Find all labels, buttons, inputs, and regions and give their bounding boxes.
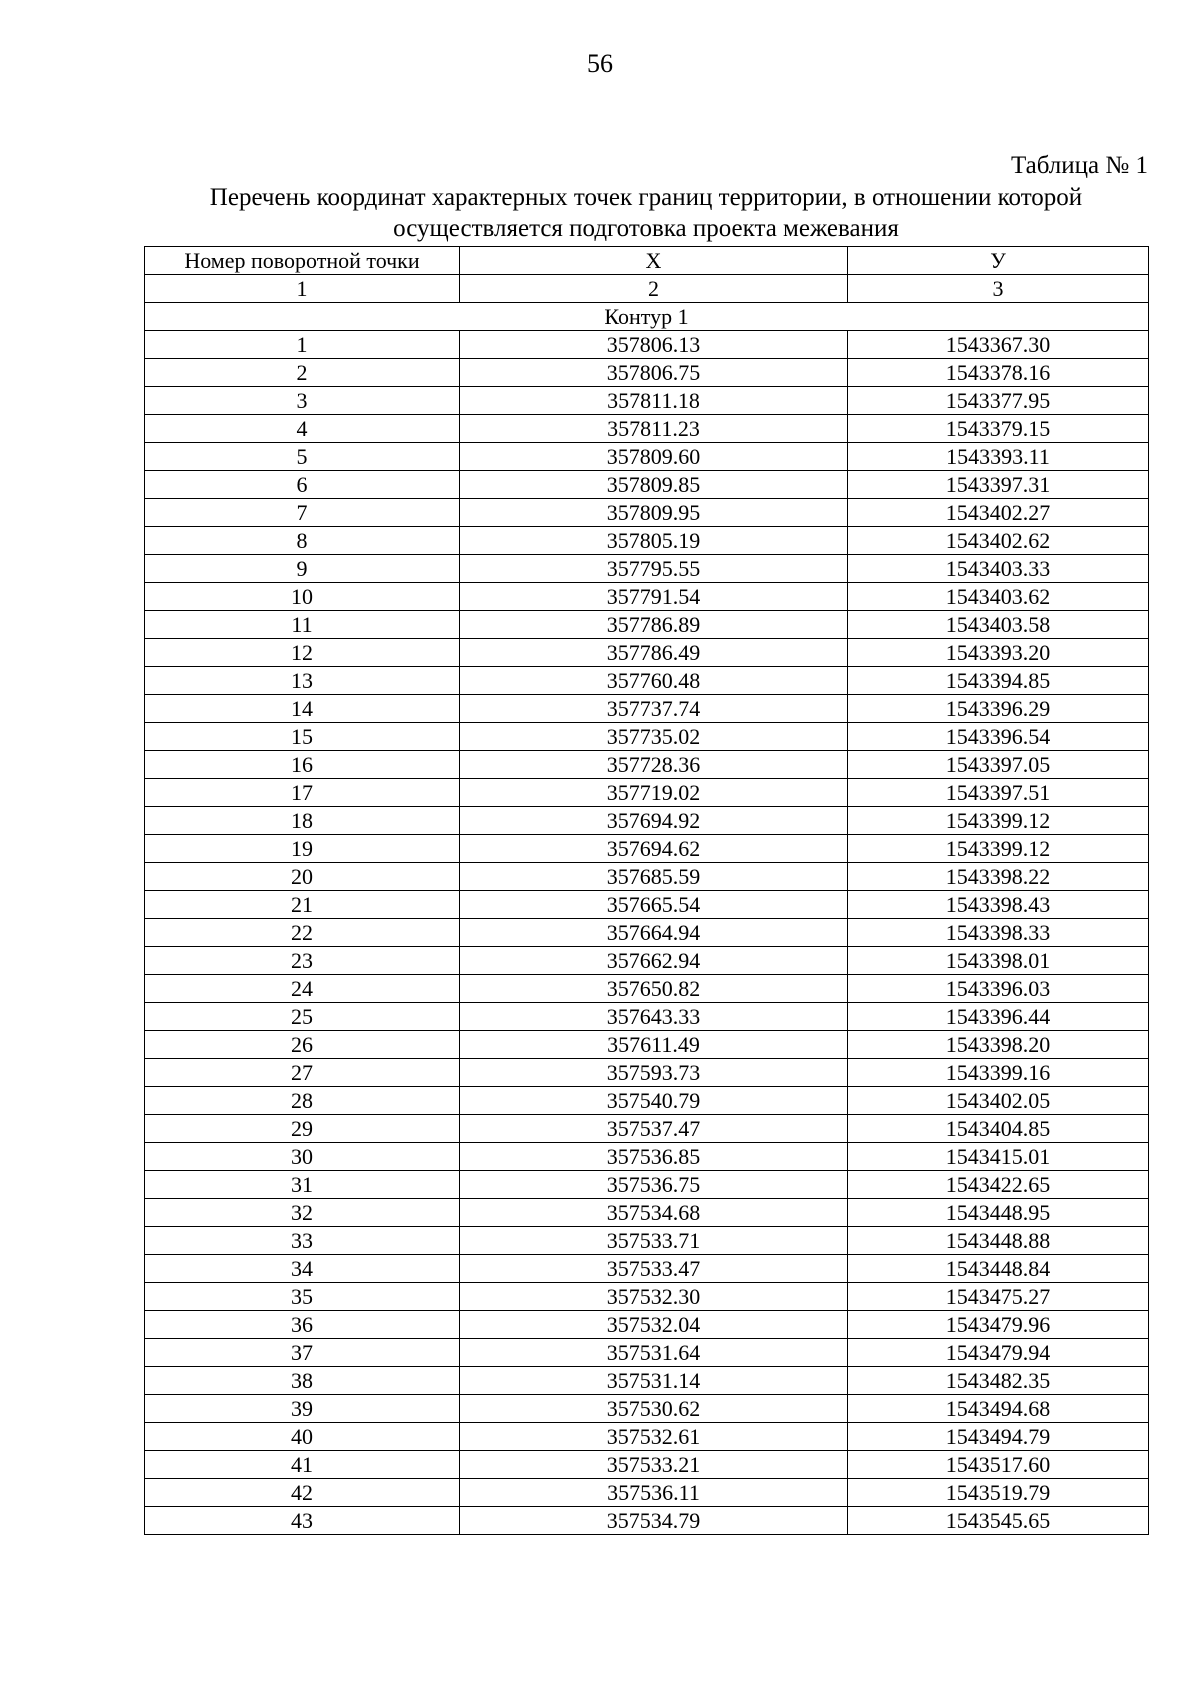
y-coordinate-cell: 1543398.43 — [848, 891, 1149, 919]
point-number-cell: 28 — [145, 1087, 460, 1115]
y-coordinate-cell: 1543479.96 — [848, 1311, 1149, 1339]
x-coordinate-cell: 357811.18 — [460, 387, 848, 415]
point-number-cell: 5 — [145, 443, 460, 471]
x-coordinate-cell: 357534.79 — [460, 1507, 848, 1535]
x-coordinate-cell: 357665.54 — [460, 891, 848, 919]
point-number-cell: 11 — [145, 611, 460, 639]
x-coordinate-cell: 357643.33 — [460, 1003, 848, 1031]
x-coordinate-cell: 357533.21 — [460, 1451, 848, 1479]
y-coordinate-cell: 1543403.62 — [848, 583, 1149, 611]
y-coordinate-cell: 1543398.33 — [848, 919, 1149, 947]
point-number-cell: 9 — [145, 555, 460, 583]
x-coordinate-cell: 357662.94 — [460, 947, 848, 975]
table-row — [145, 1451, 1149, 1479]
y-coordinate-cell: 1543394.85 — [848, 667, 1149, 695]
table-row — [145, 555, 1149, 583]
y-coordinate-cell: 1543402.05 — [848, 1087, 1149, 1115]
table-row — [145, 1059, 1149, 1087]
x-coordinate-cell: 357694.62 — [460, 835, 848, 863]
y-coordinate-cell: 1543415.01 — [848, 1143, 1149, 1171]
y-coordinate-cell: 1543494.79 — [848, 1423, 1149, 1451]
point-number-cell: 43 — [145, 1507, 460, 1535]
header-point-number: Номер поворотной точки — [145, 247, 460, 275]
table-row — [145, 331, 1149, 359]
table-row — [145, 751, 1149, 779]
y-coordinate-cell: 1543397.05 — [848, 751, 1149, 779]
point-number-cell: 1 — [145, 331, 460, 359]
table-row — [145, 359, 1149, 387]
point-number-cell: 36 — [145, 1311, 460, 1339]
table-row — [145, 1115, 1149, 1143]
point-number-cell: 18 — [145, 807, 460, 835]
table-row — [145, 1479, 1149, 1507]
point-number-cell: 17 — [145, 779, 460, 807]
table-row — [145, 1311, 1149, 1339]
x-coordinate-cell: 357719.02 — [460, 779, 848, 807]
point-number-cell: 37 — [145, 1339, 460, 1367]
x-coordinate-cell: 357611.49 — [460, 1031, 848, 1059]
point-number-cell: 26 — [145, 1031, 460, 1059]
y-coordinate-cell: 1543396.44 — [848, 1003, 1149, 1031]
y-coordinate-cell: 1543404.85 — [848, 1115, 1149, 1143]
table-row — [145, 1423, 1149, 1451]
y-coordinate-cell: 1543367.30 — [848, 331, 1149, 359]
x-coordinate-cell: 357650.82 — [460, 975, 848, 1003]
point-number-cell: 24 — [145, 975, 460, 1003]
point-number-cell: 2 — [145, 359, 460, 387]
y-coordinate-cell: 1543396.29 — [848, 695, 1149, 723]
table-row — [145, 527, 1149, 555]
point-number-cell: 42 — [145, 1479, 460, 1507]
x-coordinate-cell: 357791.54 — [460, 583, 848, 611]
point-number-cell: 16 — [145, 751, 460, 779]
x-coordinate-cell: 357531.64 — [460, 1339, 848, 1367]
y-coordinate-cell: 1543399.12 — [848, 807, 1149, 835]
y-coordinate-cell: 1543398.22 — [848, 863, 1149, 891]
x-coordinate-cell: 357534.68 — [460, 1199, 848, 1227]
y-coordinate-cell: 1543402.27 — [848, 499, 1149, 527]
y-coordinate-cell: 1543402.62 — [848, 527, 1149, 555]
point-number-cell: 4 — [145, 415, 460, 443]
point-number-cell: 33 — [145, 1227, 460, 1255]
table-row — [145, 443, 1149, 471]
page-number: 56 — [587, 49, 613, 78]
y-coordinate-cell: 1543397.31 — [848, 471, 1149, 499]
table-row — [145, 667, 1149, 695]
point-number-cell: 25 — [145, 1003, 460, 1031]
point-number-cell: 15 — [145, 723, 460, 751]
table-row — [145, 835, 1149, 863]
table-row — [145, 723, 1149, 751]
table-row — [145, 891, 1149, 919]
y-coordinate-cell: 1543494.68 — [848, 1395, 1149, 1423]
y-coordinate-cell: 1543398.20 — [848, 1031, 1149, 1059]
point-number-cell: 30 — [145, 1143, 460, 1171]
point-number-cell: 8 — [145, 527, 460, 555]
contour-row — [145, 303, 1149, 331]
table-row — [145, 1087, 1149, 1115]
x-coordinate-cell: 357533.71 — [460, 1227, 848, 1255]
table-row — [145, 1003, 1149, 1031]
y-coordinate-cell: 1543396.54 — [848, 723, 1149, 751]
point-number-cell: 31 — [145, 1171, 460, 1199]
point-number-cell: 3 — [145, 387, 460, 415]
point-number-cell: 40 — [145, 1423, 460, 1451]
table-row — [145, 387, 1149, 415]
point-number-cell: 41 — [145, 1451, 460, 1479]
table-row — [145, 1507, 1149, 1535]
table-row — [145, 1367, 1149, 1395]
table-row — [145, 807, 1149, 835]
y-coordinate-cell: 1543377.95 — [848, 387, 1149, 415]
table-title: Перечень координат характерных точек границ территории, в отношении которой осуществляется подготовка проекта межевания — [209, 184, 1083, 242]
y-coordinate-cell: 1543399.12 — [848, 835, 1149, 863]
y-coordinate-cell: 1543393.11 — [848, 443, 1149, 471]
y-coordinate-cell: 1543519.79 — [848, 1479, 1149, 1507]
table-row — [145, 975, 1149, 1003]
y-coordinate-cell: 1543422.65 — [848, 1171, 1149, 1199]
table-row — [145, 415, 1149, 443]
x-coordinate-cell: 357737.74 — [460, 695, 848, 723]
point-number-cell: 35 — [145, 1283, 460, 1311]
y-coordinate-cell: 1543398.01 — [848, 947, 1149, 975]
x-coordinate-cell: 357795.55 — [460, 555, 848, 583]
point-number-cell: 19 — [145, 835, 460, 863]
column-number-row — [145, 275, 1149, 303]
table-row — [145, 919, 1149, 947]
table-row — [145, 583, 1149, 611]
y-coordinate-cell: 1543393.20 — [848, 639, 1149, 667]
table-row — [145, 1255, 1149, 1283]
y-coordinate-cell: 1543403.33 — [848, 555, 1149, 583]
header-row — [145, 247, 1149, 275]
column-number-1: 1 — [145, 275, 460, 303]
table-row — [145, 1031, 1149, 1059]
point-number-cell: 14 — [145, 695, 460, 723]
x-coordinate-cell: 357537.47 — [460, 1115, 848, 1143]
table-row — [145, 1283, 1149, 1311]
coordinates-table — [144, 246, 1149, 1535]
x-coordinate-cell: 357806.13 — [460, 331, 848, 359]
table-caption: Таблица № 1 — [1010, 152, 1148, 179]
x-coordinate-cell: 357664.94 — [460, 919, 848, 947]
table-row — [145, 1339, 1149, 1367]
column-number-2: 2 — [460, 275, 848, 303]
point-number-cell: 39 — [145, 1395, 460, 1423]
x-coordinate-cell: 357809.60 — [460, 443, 848, 471]
y-coordinate-cell: 1543397.51 — [848, 779, 1149, 807]
y-coordinate-cell: 1543479.94 — [848, 1339, 1149, 1367]
table-row — [145, 499, 1149, 527]
x-coordinate-cell: 357694.92 — [460, 807, 848, 835]
point-number-cell: 34 — [145, 1255, 460, 1283]
contour-label: Контур 1 — [145, 303, 1149, 331]
table-row — [145, 947, 1149, 975]
y-coordinate-cell: 1543482.35 — [848, 1367, 1149, 1395]
point-number-cell: 38 — [145, 1367, 460, 1395]
x-coordinate-cell: 357532.04 — [460, 1311, 848, 1339]
y-coordinate-cell: 1543403.58 — [848, 611, 1149, 639]
table-row — [145, 639, 1149, 667]
x-coordinate-cell: 357540.79 — [460, 1087, 848, 1115]
x-coordinate-cell: 357811.23 — [460, 415, 848, 443]
x-coordinate-cell: 357786.49 — [460, 639, 848, 667]
x-coordinate-cell: 357786.89 — [460, 611, 848, 639]
table-row — [145, 611, 1149, 639]
table-row — [145, 1199, 1149, 1227]
y-coordinate-cell: 1543448.84 — [848, 1255, 1149, 1283]
x-coordinate-cell: 357593.73 — [460, 1059, 848, 1087]
y-coordinate-cell: 1543448.88 — [848, 1227, 1149, 1255]
x-coordinate-cell: 357735.02 — [460, 723, 848, 751]
y-coordinate-cell: 1543545.65 — [848, 1507, 1149, 1535]
point-number-cell: 21 — [145, 891, 460, 919]
table-row — [145, 1143, 1149, 1171]
x-coordinate-cell: 357536.11 — [460, 1479, 848, 1507]
header-y: У — [848, 247, 1149, 275]
point-number-cell: 27 — [145, 1059, 460, 1087]
y-coordinate-cell: 1543379.15 — [848, 415, 1149, 443]
x-coordinate-cell: 357532.61 — [460, 1423, 848, 1451]
point-number-cell: 23 — [145, 947, 460, 975]
y-coordinate-cell: 1543378.16 — [848, 359, 1149, 387]
y-coordinate-cell: 1543399.16 — [848, 1059, 1149, 1087]
x-coordinate-cell: 357809.85 — [460, 471, 848, 499]
coordinates-table-body — [145, 247, 1149, 1535]
table-row — [145, 863, 1149, 891]
header-x: X — [460, 247, 848, 275]
point-number-cell: 32 — [145, 1199, 460, 1227]
x-coordinate-cell: 357536.85 — [460, 1143, 848, 1171]
x-coordinate-cell: 357531.14 — [460, 1367, 848, 1395]
y-coordinate-cell: 1543396.03 — [848, 975, 1149, 1003]
table-row — [145, 695, 1149, 723]
point-number-cell: 20 — [145, 863, 460, 891]
point-number-cell: 13 — [145, 667, 460, 695]
x-coordinate-cell: 357532.30 — [460, 1283, 848, 1311]
x-coordinate-cell: 357530.62 — [460, 1395, 848, 1423]
x-coordinate-cell: 357728.36 — [460, 751, 848, 779]
y-coordinate-cell: 1543475.27 — [848, 1283, 1149, 1311]
y-coordinate-cell: 1543517.60 — [848, 1451, 1149, 1479]
point-number-cell: 12 — [145, 639, 460, 667]
table-row — [145, 471, 1149, 499]
x-coordinate-cell: 357805.19 — [460, 527, 848, 555]
point-number-cell: 22 — [145, 919, 460, 947]
y-coordinate-cell: 1543448.95 — [848, 1199, 1149, 1227]
x-coordinate-cell: 357685.59 — [460, 863, 848, 891]
table-row — [145, 1171, 1149, 1199]
point-number-cell: 6 — [145, 471, 460, 499]
table-row — [145, 1227, 1149, 1255]
x-coordinate-cell: 357809.95 — [460, 499, 848, 527]
column-number-3: 3 — [848, 275, 1149, 303]
point-number-cell: 7 — [145, 499, 460, 527]
table-row — [145, 779, 1149, 807]
table-row — [145, 1395, 1149, 1423]
point-number-cell: 29 — [145, 1115, 460, 1143]
x-coordinate-cell: 357806.75 — [460, 359, 848, 387]
point-number-cell: 10 — [145, 583, 460, 611]
x-coordinate-cell: 357760.48 — [460, 667, 848, 695]
x-coordinate-cell: 357533.47 — [460, 1255, 848, 1283]
x-coordinate-cell: 357536.75 — [460, 1171, 848, 1199]
